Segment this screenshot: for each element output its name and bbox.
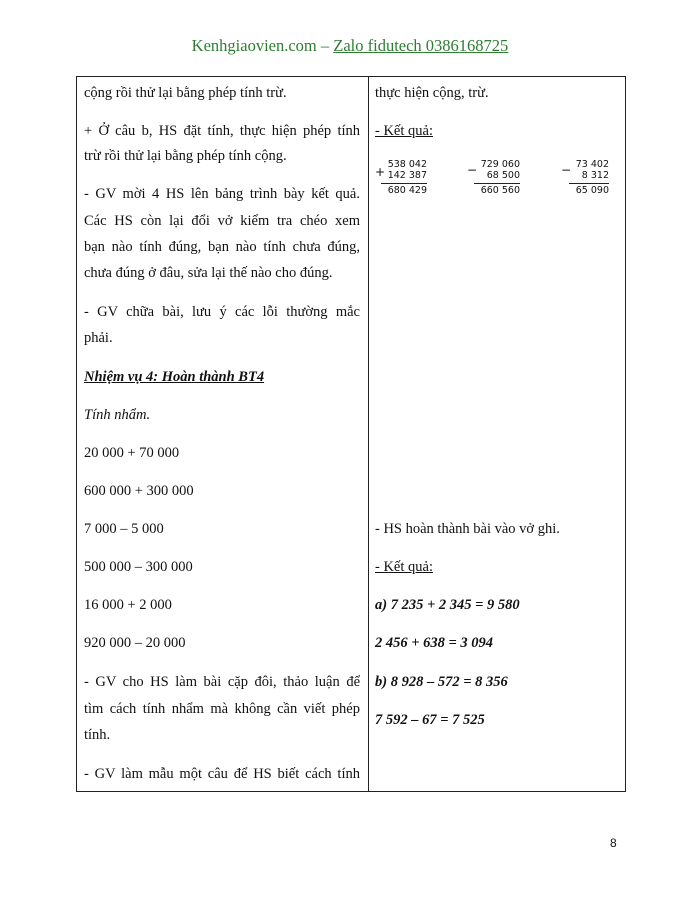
result-label: - Kết quả: [375, 559, 433, 575]
operator: + [375, 165, 386, 179]
expression: 20 000 + 70 000 [84, 445, 180, 461]
difference-line [474, 183, 520, 184]
text-line: - GV làm mẫu một câu để HS biết cách tính [84, 766, 360, 782]
page-header [0, 36, 700, 56]
column-calculation [467, 159, 527, 201]
operand: 729 060 [480, 159, 520, 170]
result: 660 560 [480, 185, 520, 196]
text-line: + Ở câu b, HS đặt tính, thực hiện phép tính [84, 123, 360, 139]
expression: 500 000 – 300 000 [84, 559, 193, 575]
column-divider [368, 77, 369, 791]
expression: 600 000 + 300 000 [84, 483, 194, 499]
result: 65 090 [575, 185, 609, 196]
difference-line [569, 183, 609, 184]
operand: 73 402 [575, 159, 609, 170]
text-line: thực hiện cộng, trừ. [375, 85, 489, 101]
lesson-table [76, 76, 626, 792]
text-line: cộng rồi thử lại bằng phép tính trừ. [84, 85, 287, 101]
text-line: chưa đúng ở đâu, sửa lại thế nào cho đúng. [84, 265, 333, 281]
text-line: tính. [84, 727, 111, 743]
answer: a) 7 235 + 2 345 = 9 580 [375, 597, 520, 613]
result-label: - Kết quả: [375, 123, 433, 139]
operand: 68 500 [486, 170, 520, 181]
text-line: tìm cách tính nhẩm mà không cần viết phép [84, 701, 360, 717]
operand: 142 387 [387, 170, 427, 181]
zalo-contact: Zalo fidutech 0386168725 [333, 36, 509, 55]
operand: 538 042 [387, 159, 427, 170]
answer: 2 456 + 638 = 3 094 [375, 635, 494, 651]
answer: b) 8 928 – 572 = 8 356 [375, 674, 508, 690]
text-line: Các HS còn lại đổi vở kiểm tra chéo xem [84, 213, 360, 229]
page-number: 8 [610, 836, 617, 850]
expression: 7 000 – 5 000 [84, 521, 164, 537]
operator: − [467, 163, 478, 177]
operator: − [561, 163, 572, 177]
header-separator: – [316, 36, 334, 55]
task-title: Nhiệm vụ 4: Hoàn thành BT4 [84, 369, 265, 385]
task-subtitle: Tính nhẩm. [84, 407, 151, 423]
text-line: - GV mời 4 HS lên bảng trình bày kết quả. [84, 186, 360, 202]
text-line: trừ rồi thử lại bằng phép tính cộng. [84, 148, 287, 164]
text-line: - GV chữa bài, lưu ý các lỗi thường mắc [84, 304, 360, 320]
answer: 7 592 – 67 = 7 525 [375, 712, 485, 728]
text-line: - HS hoàn thành bài vào vở ghi. [375, 521, 560, 537]
result: 680 429 [387, 185, 427, 196]
expression: 920 000 – 20 000 [84, 635, 186, 651]
expression: 16 000 + 2 000 [84, 597, 172, 613]
text-line: - GV cho HS làm bài cặp đôi, thảo luận để [84, 674, 360, 690]
operand: 8 312 [581, 170, 609, 181]
column-calculation [375, 159, 435, 201]
column-calculation [561, 159, 621, 201]
site-name: Kenhgiaovien.com [191, 36, 317, 55]
sum-line [381, 183, 427, 184]
text-line: bạn nào tính đúng, bạn nào tính chưa đúng, [84, 239, 360, 255]
text-line: phải. [84, 330, 113, 346]
